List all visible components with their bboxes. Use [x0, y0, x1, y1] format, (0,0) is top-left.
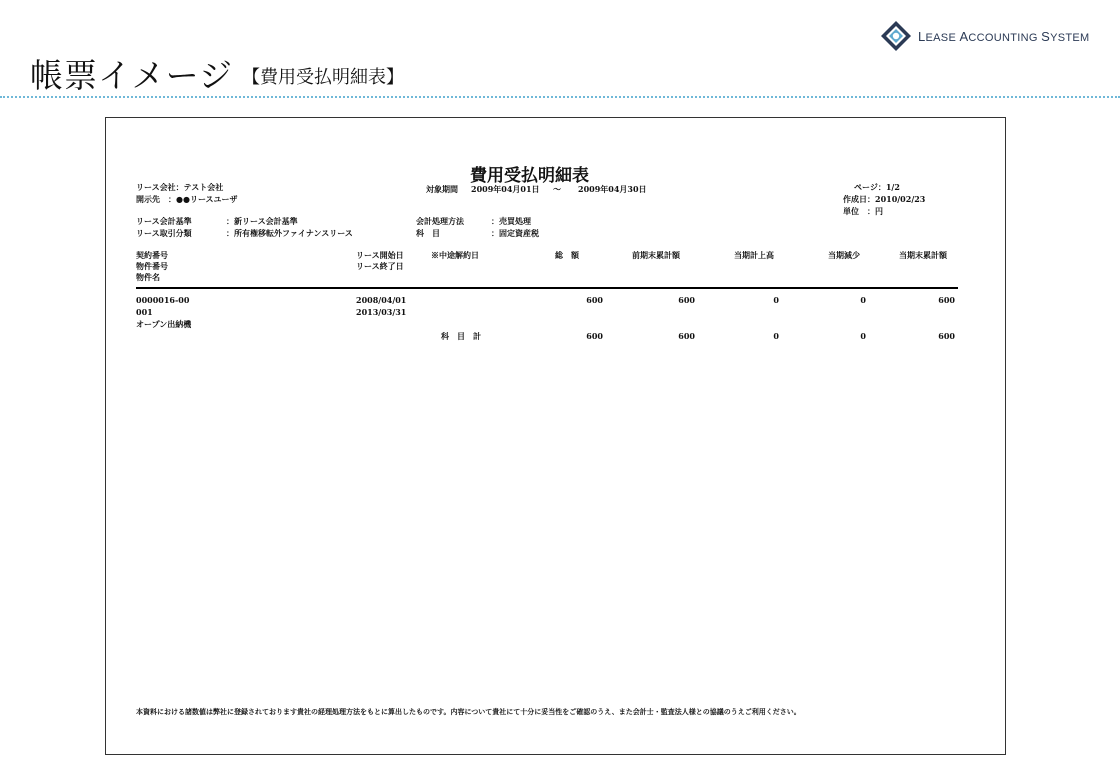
row-total: 600 [586, 295, 603, 305]
row-contract-no: 0000016-00 [136, 295, 190, 305]
row-start: 2008/04/01 [356, 295, 407, 305]
subtotal-end-total: 600 [938, 331, 955, 341]
row-current: 0 [773, 295, 779, 305]
diamond-logo-icon [880, 20, 912, 52]
standard-value: ：新リース会計基準 [226, 216, 298, 226]
header-rule [136, 287, 958, 289]
col-end-total: 当期末累計額 [899, 250, 947, 260]
col-total: 総 額 [555, 250, 579, 260]
disclose-to: 開示先 ：●●リースユーザ [136, 194, 238, 204]
subtotal-prev: 600 [678, 331, 695, 341]
company-logo [880, 20, 1089, 52]
unit: 単位 ：円 [843, 206, 883, 216]
period-to: 2009年04月30日 [578, 184, 647, 194]
col-end: リース終了日 [356, 261, 404, 271]
lease-company: リース会社：テスト会社 [136, 182, 224, 192]
period-from: 2009年04月01日 [471, 184, 540, 194]
col-item-no: 物件番号 [136, 261, 168, 271]
period-label: 対象期間 [426, 184, 458, 194]
method-label: 会計処理方法 [416, 216, 464, 226]
account-value: ：固定資産税 [491, 228, 539, 238]
slide-subtitle: 【費用受払明細表】 [242, 67, 404, 88]
col-current: 当期計上高 [734, 250, 774, 260]
trade-value: ：所有権移転外ファイナンスリース [226, 228, 353, 238]
period-separator: ～ [553, 184, 561, 194]
page-number: ページ：1/2 [854, 182, 900, 192]
row-prev: 600 [678, 295, 695, 305]
col-prev: 前期末累計額 [632, 250, 680, 260]
col-item-name: 物件名 [136, 272, 160, 282]
standard-label: リース会計基準 [136, 216, 192, 226]
report-title: 費用受払明細表 [470, 166, 589, 186]
created-date: 作成日：2010/02/23 [843, 194, 926, 204]
footer-note: 本資料における諸数値は弊社に登録されております貴社の経理処理方法をもとに算出したものです。内容について貴社にて十分に妥当性をご確認のうえ、また会計士・監査法人様との協議のうえご利用ください。 [136, 707, 801, 716]
header-divider [0, 96, 1120, 98]
row-item-name: オープン出納機 [136, 319, 192, 329]
report-sheet [105, 117, 1006, 755]
row-decrease: 0 [860, 295, 866, 305]
subtotal-total: 600 [586, 331, 603, 341]
method-value: ：売買処理 [491, 216, 531, 226]
col-start: リース開始日 [356, 250, 404, 260]
col-contract-no: 契約番号 [136, 250, 168, 260]
row-end-total: 600 [938, 295, 955, 305]
row-item-no: 001 [136, 307, 153, 317]
row-end: 2013/03/31 [356, 307, 407, 317]
trade-label: リース取引分類 [136, 228, 192, 238]
account-label: 科 目 [416, 228, 440, 238]
subtotal-label: 科 目 計 [441, 331, 481, 341]
col-cancel: ※中途解約日 [431, 250, 479, 260]
subtotal-decrease: 0 [860, 331, 866, 341]
slide-title: 帳票イメージ [30, 56, 234, 95]
logo-text: LEASE ACCOUNTING SYSTEM [918, 28, 1090, 44]
subtotal-current: 0 [773, 331, 779, 341]
col-decrease: 当期減少 [828, 250, 860, 260]
